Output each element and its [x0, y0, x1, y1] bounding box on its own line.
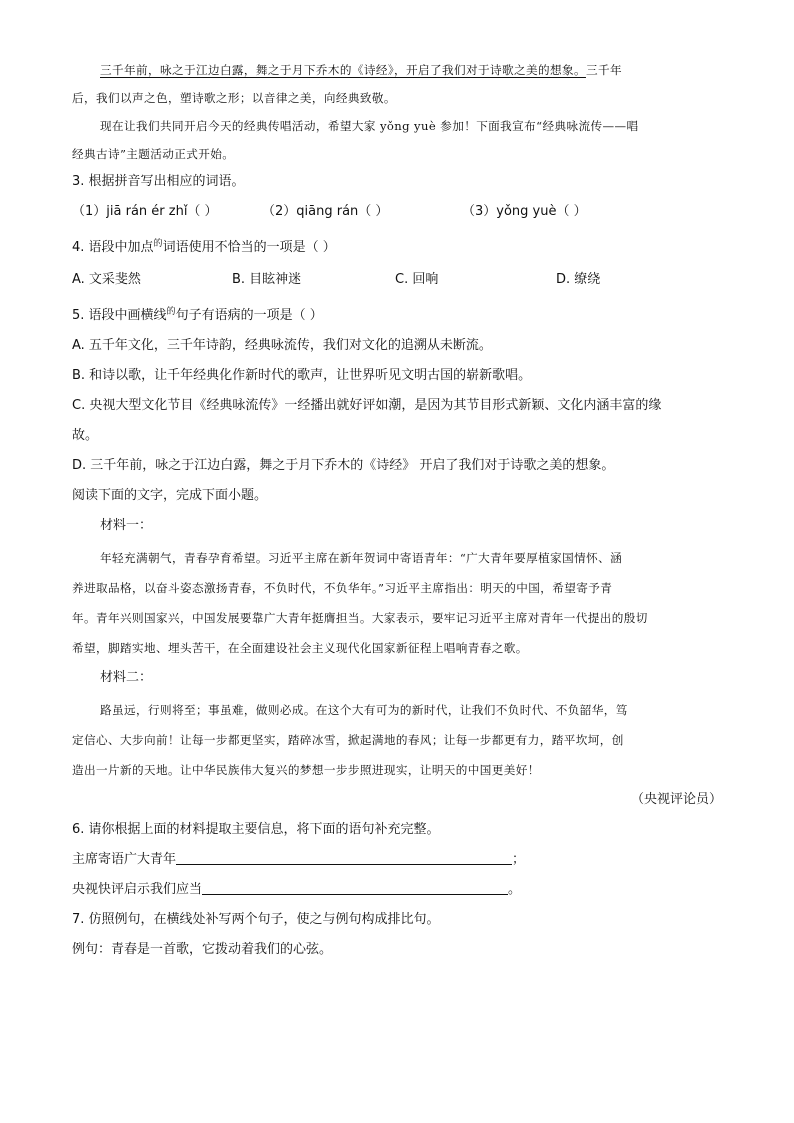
q5-option-c-line-1: C. 央视大型文化节目《经典咏流传》一经播出就好评如潮，是因为其节目形式新颖、文化内涵丰富的缘 [72, 398, 662, 413]
material1-line-4: 希望，脚踏实地、埋头苦干，在全面建设社会主义现代化国家新征程上唱响青春之歌。 [72, 641, 528, 655]
material1-title: 材料一： [100, 518, 153, 533]
q3-item-3: （3）yǒng yuè（ ） [462, 204, 587, 219]
passage-line-1 [72, 60, 722, 80]
q5-stem-a: 5. 语段中画横线 [72, 308, 167, 323]
q4-options [72, 270, 722, 290]
q4-stem-b: 的 [153, 239, 163, 249]
q3-items [72, 202, 722, 222]
q3-item-1: （1）jiā rán ér zhǐ（ ） [72, 204, 218, 219]
q6-stem: 6. 请你根据上面的材料提取主要信息，将下面的语句补充完整。 [72, 822, 440, 837]
q5-option-d: D. 三千年前，咏之于江边白露，舞之于月下乔木的《诗经》 开启了我们对于诗歌之美的想象。 [72, 458, 615, 473]
q6-line-1 [72, 850, 722, 870]
q4-option-b: B. 目眩神迷 [232, 272, 302, 287]
q6-line-2 [72, 880, 722, 900]
q4-option-d: D. 缭绕 [556, 272, 601, 287]
reading-intro: 阅读下面的文字，完成下面小题。 [72, 488, 268, 503]
q6-line-2-end: 。 [508, 882, 522, 897]
material2-line-3: 造出一片新的天地。让中华民族伟大复兴的梦想一步步照进现实，让明天的中国更美好！ [72, 763, 540, 777]
passage-text: 三千年 [585, 63, 622, 77]
q6-line-1-label: 主席寄语广大青年 [72, 852, 177, 867]
q5-stem [72, 302, 722, 326]
q4-option-c: C. 回响 [395, 272, 439, 287]
q7-example: 例句：青春是一首歌，它拨动着我们的心弦。 [72, 942, 333, 957]
material2-line-2: 定信心、大步向前！让每一步都更坚实，踏碎冰雪，掀起满地的春风；让每一步都更有力，踏平坎坷，创 [72, 733, 624, 747]
q4-option-a: A. 文采斐然 [72, 272, 141, 287]
q5-option-a: A. 五千年文化，三千年诗韵，经典咏流传，我们对文化的追溯从未断流。 [72, 338, 492, 353]
q4-stem-c: 词语使用不恰当的一项是（ ） [162, 240, 336, 255]
exam-page [72, 60, 722, 957]
q4-stem-a: 4. 语段中加点 [72, 240, 154, 255]
material1-line-1: 年轻充满朝气，青春孕育希望。习近平主席在新年贺词中寄语青年：“广大青年要厚植家国情怀、涵 [100, 551, 623, 565]
material1-line-3: 年。青年兴则国家兴，中国发展要靠广大青年挺膺担当。大家表示，要牢记习近平主席对青年一代提出的殷切 [72, 611, 648, 625]
q5-stem-c: 句子有语病的一项是（ ） [175, 308, 323, 323]
passage-line-3: 现在让我们共同开启今天的经典传唱活动，希望大家 yǒng yuè 参加！下面我宣布“经典咏流传——唱 [100, 119, 639, 133]
material1-line-2: 养进取品格，以奋斗姿态激扬青春，不负时代，不负华年。”习近平主席指出：明天的中国，希望寄予青 [72, 581, 613, 595]
q5-stem-b: 的 [166, 307, 176, 317]
material2-title: 材料二： [100, 670, 153, 685]
q3-stem: 3. 根据拼音写出相应的词语。 [72, 174, 245, 189]
q6-answer-blank-2[interactable] [202, 880, 508, 895]
passage-line-2: 后，我们以声之色，塑诗歌之形；以音律之美，向经典致敬。 [72, 91, 396, 105]
q7-stem: 7. 仿照例句，在横线处补写两个句子，使之与例句构成排比句。 [72, 912, 440, 927]
material2-line-1: 路虽远，行则将至；事虽难，做则必成。在这个大有可为的新时代，让我们不负时代、不负韶华，笃 [100, 703, 628, 717]
q5-option-c-line-2: 故。 [72, 428, 99, 443]
material2-source: （央视评论员） [630, 792, 722, 807]
q3-item-2: （2）qiāng rán（ ） [262, 204, 389, 219]
underlined-sentence: 三千年前，咏之于江边白露，舞之于月下乔木的《诗经》，开启了我们对于诗歌之美的想象。 [100, 63, 586, 77]
q6-line-2-label: 央视快评启示我们应当 [72, 882, 203, 897]
q5-option-b: B. 和诗以歌，让千年经典化作新时代的歌声，让世界听见文明古国的崭新歌唱。 [72, 368, 532, 383]
q6-answer-blank-1[interactable] [176, 850, 512, 865]
q6-line-1-end: ； [512, 852, 526, 867]
q4-stem [72, 234, 722, 258]
passage-line-4: 经典古诗”主题活动正式开始。 [72, 147, 235, 161]
